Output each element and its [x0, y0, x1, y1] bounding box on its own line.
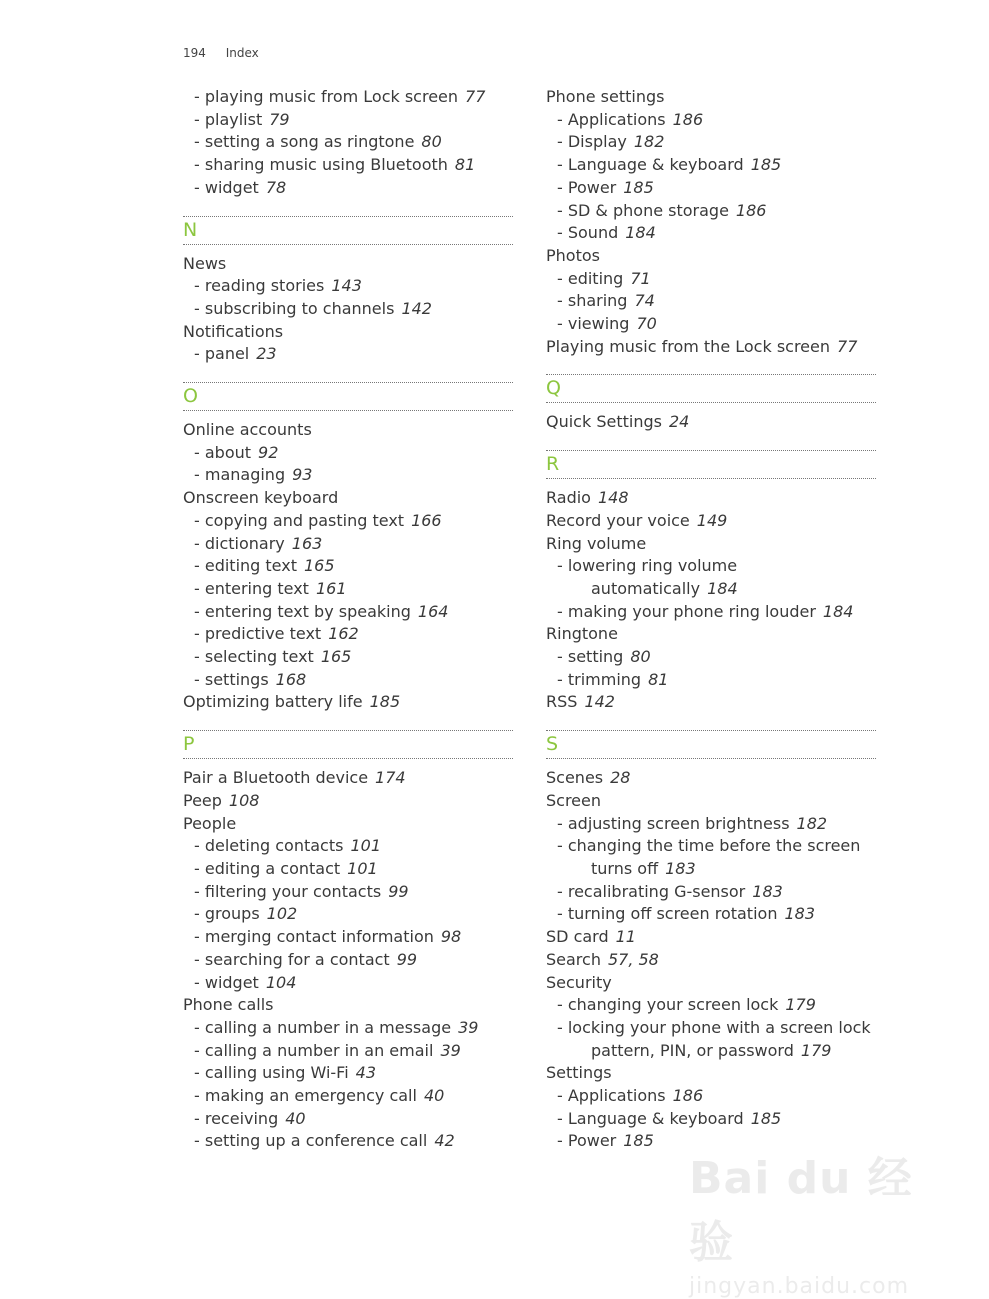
page-reference[interactable]: 174 [375, 768, 406, 788]
index-subentry [183, 601, 513, 624]
entry-text: Pair a Bluetooth device [183, 768, 369, 788]
index-subentry [546, 268, 876, 291]
entry-text: - deleting contacts [194, 836, 344, 856]
entry-text: - merging contact information [194, 927, 434, 947]
page-reference[interactable]: 80 [421, 132, 442, 152]
page-number: 194 [183, 46, 206, 60]
page-reference[interactable]: 164 [417, 601, 449, 621]
index-subentry [183, 510, 513, 533]
index-subentry [183, 555, 513, 578]
index-subentry [546, 1108, 876, 1131]
entry-text: SD card [546, 927, 609, 947]
entry-text: Quick Settings [546, 412, 662, 432]
index-subentry [546, 154, 876, 177]
index-subentry [183, 464, 513, 487]
index-subentry [183, 1062, 513, 1085]
page-reference[interactable]: 81 [648, 669, 669, 689]
entry-text: - recalibrating G-sensor [557, 881, 746, 901]
index-entry [183, 994, 513, 1017]
page-reference[interactable]: 182 [796, 813, 828, 833]
index-subentry [546, 601, 876, 624]
entry-text: - setting a song as ringtone [194, 132, 415, 152]
index-subentry [546, 1040, 876, 1063]
index-entry [546, 487, 876, 510]
index-subentry [183, 154, 513, 177]
entry-text: - Applications [557, 1086, 666, 1106]
index-subentry [183, 1108, 513, 1131]
index-subentry [546, 109, 876, 132]
index-subentry [546, 1085, 876, 1108]
index-subentry [183, 1085, 513, 1108]
page-reference[interactable]: 79 [269, 109, 290, 129]
entry-text: Search [546, 949, 601, 969]
entry-text: - editing a contact [194, 858, 341, 878]
entry-text: turns off [591, 858, 659, 878]
page-reference[interactable]: 185 [750, 155, 782, 175]
index-entry [183, 813, 513, 836]
index-subentry [183, 858, 513, 881]
page-reference[interactable]: 162 [328, 624, 359, 644]
entry-text: - setting [557, 647, 624, 667]
index-column-right [546, 86, 876, 1153]
entry-text: - entering text by speaking [194, 601, 411, 621]
section-title: Index [225, 46, 259, 60]
index-subentry [546, 555, 876, 578]
page-reference[interactable]: 108 [228, 790, 260, 810]
entry-text: - Language & keyboard [557, 155, 744, 175]
index-subentry [183, 646, 513, 669]
page-reference[interactable]: 70 [636, 314, 657, 334]
page-reference[interactable]: 43 [355, 1063, 377, 1083]
page-reference[interactable]: 99 [396, 949, 418, 969]
entry-text: - Power [557, 177, 617, 197]
entry-text: - Display [557, 132, 627, 152]
index-subentry [546, 177, 876, 200]
entry-text: Online accounts [183, 420, 312, 440]
entry-text: Photos [546, 245, 600, 265]
entry-text: - changing your screen lock [557, 995, 779, 1015]
index-subentry [183, 1130, 513, 1153]
entry-text: - adjusting screen brightness [557, 813, 790, 833]
section-letter: Q [546, 374, 876, 403]
entry-text: - playing music from Lock screen [194, 87, 459, 106]
page-reference[interactable]: 179 [800, 1040, 832, 1060]
watermark-logo [689, 1142, 929, 1270]
entry-text: - searching for a contact [194, 949, 390, 969]
page-reference[interactable]: 80 [630, 647, 651, 667]
page-reference[interactable]: 186 [672, 109, 704, 129]
index-entry [546, 790, 876, 813]
entry-text: pattern, PIN, or password [591, 1040, 794, 1060]
watermark-url: jingyan.baidu.com [689, 1274, 910, 1299]
index-entry [183, 767, 513, 790]
page-reference[interactable]: 186 [672, 1086, 704, 1106]
index-subentry [546, 835, 876, 858]
entry-text: - changing the time before the screen [557, 836, 861, 856]
index-subentry [183, 972, 513, 995]
entry-text: - Sound [557, 223, 619, 243]
entry-text: - managing [194, 465, 286, 485]
entry-text: - predictive text [194, 624, 322, 644]
page-header [183, 46, 259, 60]
page-reference[interactable]: 143 [331, 276, 362, 296]
index-subentry [546, 646, 876, 669]
index-subentry [183, 86, 513, 109]
page-reference[interactable]: 28 [610, 768, 631, 788]
index-subentry [546, 313, 876, 336]
entry-text: - groups [194, 904, 260, 924]
entry-text: Phone calls [183, 995, 274, 1015]
page-reference[interactable]: 39 [458, 1017, 479, 1037]
index-subentry [546, 200, 876, 223]
page-reference[interactable]: 77 [837, 336, 858, 356]
section-letter: S [546, 730, 876, 759]
entry-text: Security [546, 972, 612, 992]
entry-text: - turning off screen rotation [557, 904, 778, 924]
entry-text: - locking your phone with a screen lock [557, 1017, 871, 1037]
entry-text: - panel [194, 344, 250, 364]
index-subentry [183, 1040, 513, 1063]
section-letter: N [183, 216, 513, 245]
page-reference[interactable]: 93 [292, 465, 313, 485]
entry-text: - widget [194, 177, 259, 197]
entry-text: - widget [194, 972, 259, 992]
page-reference[interactable]: 99 [388, 881, 409, 901]
entry-text: - editing text [194, 556, 297, 576]
index-subentry [546, 881, 876, 904]
page-reference[interactable]: 183 [665, 858, 696, 878]
page-reference[interactable]: 101 [350, 836, 382, 856]
entry-text: - trimming [557, 669, 642, 689]
page-reference[interactable]: 182 [633, 132, 665, 152]
page-reference[interactable]: 183 [752, 881, 783, 901]
entry-text: automatically [591, 578, 701, 598]
page-reference[interactable]: 185 [750, 1108, 782, 1128]
index-entry [546, 1062, 876, 1085]
index-subentry [183, 442, 513, 465]
entry-text: Record your voice [546, 510, 690, 530]
index-entry [183, 790, 513, 813]
index-entry [546, 245, 876, 268]
page-reference[interactable]: 168 [275, 669, 307, 689]
entry-text: - settings [194, 669, 269, 689]
index-subentry [183, 903, 513, 926]
page-reference[interactable]: 71 [630, 268, 651, 288]
page-reference[interactable]: 142 [584, 692, 615, 712]
entry-text: People [183, 813, 237, 833]
entry-text: Ring volume [546, 533, 647, 553]
entry-text: - Applications [557, 109, 666, 129]
index-entry [183, 487, 513, 510]
page-reference[interactable]: 102 [266, 904, 298, 924]
index-subentry [546, 669, 876, 692]
index-subentry [546, 903, 876, 926]
index-subentry [546, 290, 876, 313]
entry-text: - calling using Wi-Fi [194, 1063, 349, 1083]
entry-text: - receiving [194, 1108, 279, 1128]
index-entry [546, 623, 876, 646]
page-reference[interactable]: 77 [465, 87, 486, 106]
page-reference[interactable]: 142 [401, 298, 432, 318]
index-entry [183, 419, 513, 442]
entry-text: - making an emergency call [194, 1086, 417, 1106]
page-reference[interactable]: 104 [265, 972, 297, 992]
entry-text: - lowering ring volume [557, 556, 738, 576]
page-reference[interactable]: 185 [623, 1131, 654, 1151]
page-reference[interactable]: 179 [785, 995, 816, 1015]
index-entry [183, 691, 513, 714]
entry-text: - about [194, 442, 252, 462]
entry-text: - sharing [557, 291, 628, 311]
index-entry [183, 253, 513, 276]
section-letter: R [546, 450, 876, 479]
entry-text: - entering text [194, 578, 309, 598]
page-reference[interactable]: 57, 58 [607, 949, 659, 969]
page-reference[interactable]: 149 [696, 510, 728, 530]
page-reference[interactable]: 11 [615, 927, 636, 947]
page-reference[interactable]: 161 [315, 578, 347, 598]
index-subentry [183, 578, 513, 601]
entry-text: - Power [557, 1131, 617, 1151]
page-reference[interactable]: 40 [423, 1086, 445, 1106]
index-subentry [183, 623, 513, 646]
page-reference[interactable]: 166 [411, 510, 442, 530]
index-entry [546, 533, 876, 556]
page-reference[interactable]: 185 [369, 692, 401, 712]
page-reference[interactable]: 23 [256, 344, 277, 364]
page-reference[interactable]: 165 [303, 556, 335, 576]
index-subentry [183, 275, 513, 298]
entry-text: - setting up a conference call [194, 1131, 428, 1151]
watermark-logo-text: Bai du 经验 [689, 1153, 913, 1268]
index-entry [546, 411, 876, 434]
entry-text: Peep [183, 790, 222, 810]
entry-text: RSS [546, 692, 578, 712]
entry-text: News [183, 253, 227, 273]
entry-text: - subscribing to channels [194, 298, 395, 318]
index-entry [546, 336, 876, 359]
index-subentry [183, 669, 513, 692]
index-entry [546, 972, 876, 995]
section-letter: P [183, 730, 513, 759]
entry-text: - dictionary [194, 533, 285, 553]
index-subentry [183, 835, 513, 858]
entry-text: Ringtone [546, 624, 618, 644]
entry-text: Playing music from the Lock screen [546, 336, 831, 356]
index-entry [546, 691, 876, 714]
index-entry [546, 926, 876, 949]
index-entry [546, 949, 876, 972]
page-reference[interactable]: 148 [597, 488, 629, 508]
index-subentry [546, 1017, 876, 1040]
page-reference[interactable]: 42 [434, 1131, 455, 1151]
index-subentry [183, 298, 513, 321]
entry-text: - SD & phone storage [557, 200, 729, 220]
index-subentry [546, 578, 876, 601]
entry-text: - editing [557, 268, 624, 288]
entry-text: Settings [546, 1063, 612, 1083]
page-reference[interactable]: 183 [784, 904, 815, 924]
page-reference[interactable]: 81 [454, 155, 476, 175]
index-subentry [183, 926, 513, 949]
section-letter: O [183, 382, 513, 411]
entry-text: Notifications [183, 321, 284, 341]
entry-text: - copying and pasting text [194, 510, 405, 530]
page-reference[interactable]: 165 [320, 647, 352, 667]
entry-text: - making your phone ring louder [557, 601, 816, 621]
entry-text: - Language & keyboard [557, 1108, 744, 1128]
entry-text: - selecting text [194, 647, 314, 667]
entry-text: Optimizing battery life [183, 692, 363, 712]
index-subentry [546, 813, 876, 836]
index-subentry [546, 858, 876, 881]
index-subentry [183, 949, 513, 972]
entry-text: Phone settings [546, 87, 665, 106]
entry-text: - viewing [557, 314, 630, 334]
page-reference[interactable]: 74 [634, 291, 655, 311]
index-subentry [183, 343, 513, 366]
page-reference[interactable]: 92 [258, 442, 279, 462]
index-subentry [546, 222, 876, 245]
index-entry [183, 321, 513, 344]
entry-text: Scenes [546, 768, 604, 788]
index-subentry [183, 533, 513, 556]
page-reference[interactable]: 184 [822, 601, 854, 621]
page-reference[interactable]: 40 [285, 1108, 306, 1128]
index-subentry [183, 1017, 513, 1040]
entry-text: - reading stories [194, 276, 325, 296]
page-reference[interactable]: 186 [735, 200, 767, 220]
index-subentry [183, 881, 513, 904]
page-reference[interactable]: 184 [707, 578, 738, 598]
page-reference[interactable]: 184 [625, 223, 656, 243]
page-reference[interactable]: 39 [440, 1040, 461, 1060]
index-subentry [546, 994, 876, 1017]
page-reference[interactable]: 185 [623, 177, 654, 197]
entry-text: - calling a number in a message [194, 1017, 452, 1037]
page-reference[interactable]: 78 [265, 177, 287, 197]
entry-text: - filtering your contacts [194, 881, 382, 901]
index-subentry [546, 131, 876, 154]
baidu-watermark [689, 1142, 929, 1299]
index-column-left [183, 86, 513, 1153]
entry-text: - sharing music using Bluetooth [194, 155, 448, 175]
index-entry [546, 510, 876, 533]
entry-text: - calling a number in an email [194, 1040, 434, 1060]
index-entry [546, 767, 876, 790]
entry-text: Onscreen keyboard [183, 488, 339, 508]
entry-text: Screen [546, 790, 602, 810]
page-reference[interactable]: 101 [347, 858, 378, 878]
entry-text: Radio [546, 488, 591, 508]
page-reference[interactable]: 163 [291, 533, 323, 553]
page-reference[interactable]: 24 [668, 412, 690, 432]
index-subentry [183, 177, 513, 200]
entry-text: - playlist [194, 109, 263, 129]
index-subentry [183, 131, 513, 154]
index-entry [546, 86, 876, 109]
page-reference[interactable]: 98 [440, 927, 462, 947]
index-subentry [183, 109, 513, 132]
